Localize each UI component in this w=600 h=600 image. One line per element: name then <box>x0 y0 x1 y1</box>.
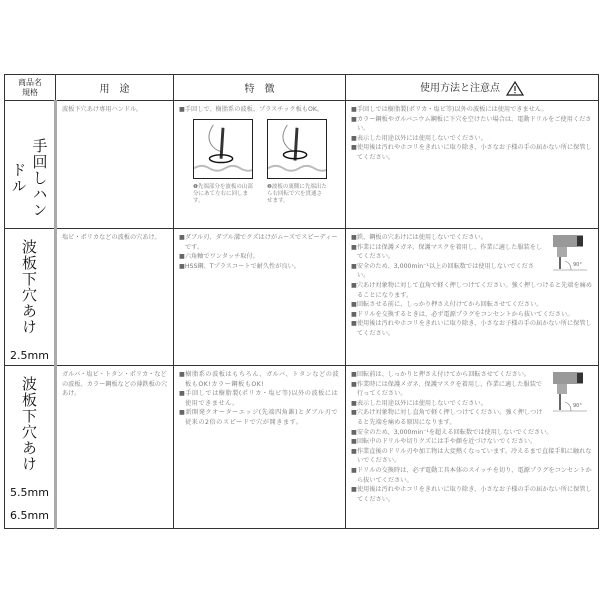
note-item: ■ ドリルを交換するときは、必ず電源プラグをコンセントから抜いてください。 <box>351 310 593 320</box>
note-item: ■ 回転中のドリルや切りクズには手や顔を近づけないでください。 <box>351 437 593 447</box>
features-cell <box>174 366 346 529</box>
header-notes-label: 使用方法と注意点 <box>420 83 500 95</box>
angle-label: 90° <box>573 262 582 268</box>
product-size: 2.5mm <box>10 349 49 362</box>
notes-cell <box>346 366 599 529</box>
header-notes <box>346 75 599 101</box>
note-item: ■ 作業直後のドリル刃や加工物は大変熱くなっています。冷えるまで直接手肌に触れないでください。 <box>351 447 593 466</box>
figure-caption: ❶先端部分を波板の山部分にあて左右に回します。 <box>193 184 253 205</box>
note-item: ■ 使用後は汚れやホコリをきれいに取り除き、小さなお子様の手の届かない所に保管してください。 <box>351 143 593 162</box>
usage-cell: 波板下穴あけ専用ハンドル。 <box>56 101 174 229</box>
product-spec-table <box>4 74 599 529</box>
warning-icon <box>506 81 524 96</box>
header-row <box>5 75 599 101</box>
product-size: 6.5mm <box>10 509 49 522</box>
power-drill-illustration <box>549 370 589 414</box>
note-item: ■ 作業には保護メガネ、保護マスクを着用し、作業に適した服装をしてください。 <box>351 243 593 262</box>
features-cell <box>174 229 346 366</box>
table-row <box>5 101 599 229</box>
note-item: ■ 使用後は汚れやホコリをきれいに取り除き、小さなお子様の手の届かない所に保管してください。 <box>351 319 593 338</box>
note-item: ■ 穴あけ対象物に対して直角で軽く押しつけてください。強く押しつけると先端を痛めることになります。 <box>351 281 593 300</box>
note-item: ■ ドリルの交換時は、必ず電動工具本体のスイッチを切り、電源プラグをコンセントから抜いてください。 <box>351 466 593 485</box>
header-usage: 用 途 <box>56 75 174 101</box>
product-name: 波板下穴あけ <box>20 239 38 335</box>
note-item: ■ 鉄、鋼板の穴あけには使用しないでください。 <box>351 233 593 243</box>
feature-item: ■ 樹脂系の波板はもちろん、ガルバ、トタンなどの波板もOK!カラー鋼板もOK! <box>179 370 340 389</box>
figure-caption: ❷波板の裏側に先端出たら右回転で穴を貫通させます。 <box>267 184 327 205</box>
feature-item: ■ 新開発クオーターエッジ(先端四角錐)とダブル刃で従来の2倍のスピードで穴が開きます。 <box>179 408 340 427</box>
usage-cell: ガルバ・塩ビ・トタン・ポリカ・などの波板、カラー鋼板などの薄鉄板の穴あけ。 <box>56 366 174 529</box>
notes-cell <box>346 101 599 229</box>
note-item: ■ 穴あけ対象物に対し直角で軽く押しつけてください。強く押しつけると先端を痛める原因になります。 <box>351 408 593 427</box>
note-item: ■ 回転前は、しっかりと押さえ付けてから回転させてください。 <box>351 370 593 380</box>
figure-step-1 <box>193 119 253 206</box>
note-item: ■ 使用後は汚れやホコリをきれいに取り除き、小さなお子様の手の届かない所に保管してください。 <box>351 485 593 504</box>
feature-item: ■ 手回しでは樹脂製(ポリカ・塩ビ等)以外の波板には使用できません。 <box>179 389 340 408</box>
notes-cell <box>346 229 599 366</box>
feature-item: ■ HSS鋼、Tプラスコートで耐久性が良い。 <box>179 262 340 272</box>
product-size: 5.5mm <box>10 486 49 499</box>
hand-drill-illustration <box>267 119 327 179</box>
note-item: ■ 作業時には保護メガネ、保護マスクを着用し、作業に適した服装で行ってください。 <box>351 380 593 399</box>
note-item: ■ 手回しでは樹脂製(ポリカ・塩ビ等)以外の波板には使用できません。 <box>351 105 593 115</box>
power-drill-illustration <box>549 233 589 273</box>
note-item: ■ 安全のため、3,000min⁻¹を超える回転数では使用しないでください。 <box>351 428 593 438</box>
note-item: ■ 安全のため、3,000min⁻¹以上の回転数では使用しないでください。 <box>351 262 593 281</box>
note-item: ■ 回転させる前に、しっかり押さえ付けてから回転させてください。 <box>351 300 593 310</box>
header-features: 特 徴 <box>174 75 346 101</box>
header-product-name: 商品名 規格 <box>5 75 56 101</box>
feature-item: ■ ダブル刃、ダブル溝でクズはけがムーズでスピーディーです。 <box>179 233 340 252</box>
feature-item: ■ 六角軸でワンタッチ取付。 <box>179 252 340 262</box>
table-row <box>5 366 599 529</box>
feature-item: ■ 手回しで、樹脂系の波板、プラスチック板もOK。 <box>179 105 340 115</box>
features-cell <box>174 101 346 229</box>
note-item: ■ 表示した用途以外には使用しないでください。 <box>351 399 593 409</box>
usage-cell: 塩ビ・ポリカなどの波板の穴あけ。 <box>56 229 174 366</box>
hand-drill-illustration <box>193 119 253 179</box>
table-row <box>5 229 599 366</box>
figure-step-2 <box>267 119 327 206</box>
note-item: ■ 表示した用途以外には使用しないでください。 <box>351 134 593 144</box>
product-name: 波板下穴あけ <box>20 376 38 472</box>
product-name: 手回しハンドル <box>9 137 49 218</box>
note-item: ■ カラー鋼板やガルバニウム鋼板に下穴を空けたい場合は、電動ドリルをご使用ください。 <box>351 115 593 134</box>
angle-label: 90° <box>573 403 582 409</box>
